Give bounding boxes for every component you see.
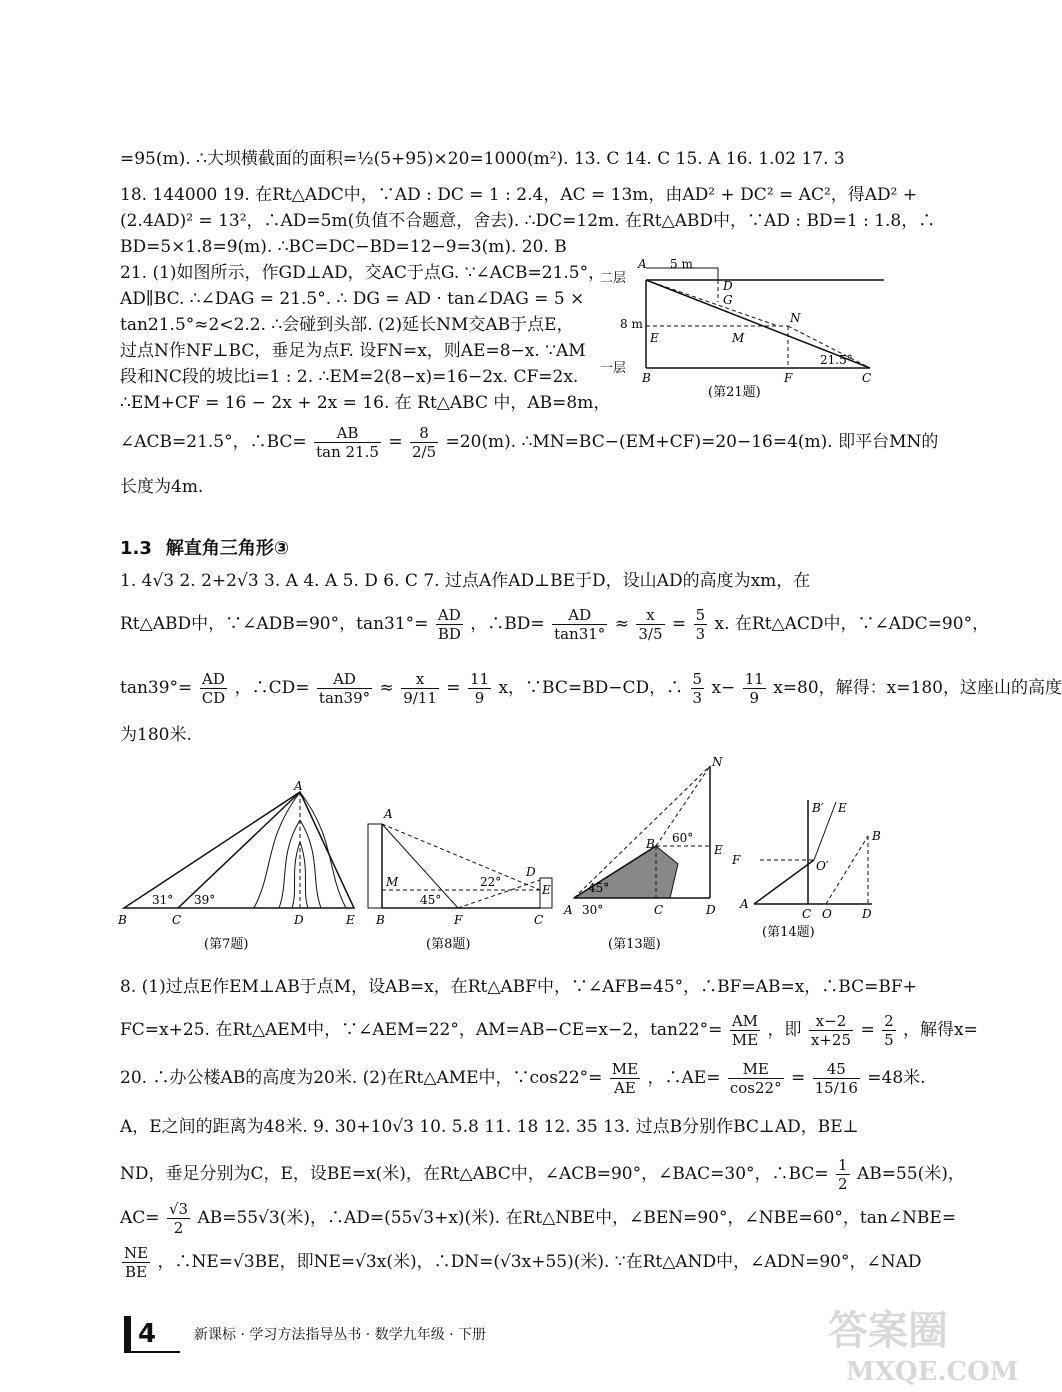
text: ∠ACB=21.5°，∴BC= (120, 432, 307, 452)
text-line-with-fraction: 20. ∴办公楼AB的高度为20米. (2)在Rt△AME中，∵cos22°= $\frac{ME}{AE}$ ，∴AE= $\frac{ME}{\cos 22^\circ}$ = $\frac{45}{15/16}$ =48米. (120, 1060, 926, 1097)
text-line-with-fraction: tan39°= $\frac{AD}{CD}$ ，∴CD= $\frac{AD}{\tan 39^\circ}$ ≈ $\frac{x}{9/11}$ = $\frac{11}{9}$ x，∵BC=BD−CD，∴ $\frac{5}{3}$ x− $\frac{11}{9}$ x=80，解得：x=180，这座山的高度 (120, 670, 1062, 707)
svg-text:A: A (294, 779, 303, 793)
svg-text:D: D (706, 903, 716, 917)
svg-text:C: C (534, 913, 544, 927)
fraction: $\frac{8}{2/5}$ (411, 424, 437, 461)
footer-rule (124, 1351, 180, 1353)
svg-text:A: A (564, 903, 573, 917)
svg-text:39°: 39° (194, 893, 216, 907)
text-line-with-fraction: Rt△ABD中，∵∠ADB=90°，tan31°= $\frac{AD}{BD}$ ，∴BD= $\frac{AD}{\tan 31^\circ}$ ≈ $\frac{x}{3/5}$ = $\frac{5}{3}$ x. 在Rt△ACD中，∵∠ADC=90°， (120, 606, 990, 643)
text-line: 8. (1)过点E作EM⊥AB于点M，设AB=x，在Rt△ABF中，∵∠AFB=45°，∴BF=AB=x，∴BC=BF+ (120, 977, 917, 997)
svg-text:B: B (118, 913, 127, 927)
text-line: =95(m). ∴大坝横截面的面积=½(5+95)×20=1000(m²). 13. C 14. C 15. A 16. 1.02 17. 3 (120, 149, 845, 169)
label-M: M (732, 331, 745, 345)
text-line: (2.4AD)² = 13²，∴AD=5m(负值不合题意，舍去). ∴DC=12m. 在Rt△ABD中，∵AD : BD=1 : 1.8，∴ (120, 211, 936, 231)
svg-text:C: C (802, 907, 812, 921)
svg-text:D: D (526, 865, 536, 879)
svg-text:B: B (376, 913, 385, 927)
svg-text:(第8题): (第8题) (426, 937, 471, 952)
svg-text:(第14题): (第14题) (762, 925, 815, 940)
text-line: 21. (1)如图所示，作GD⊥AD，交AC于点G. ∵∠ACB=21.5°， (120, 263, 606, 283)
label-E: E (650, 331, 659, 345)
svg-text:30°: 30° (582, 903, 604, 917)
svg-text:A: A (740, 897, 749, 911)
label-height: 8 m (620, 317, 643, 331)
svg-text:E: E (346, 913, 355, 927)
svg-text:B: B (872, 829, 881, 843)
label-angle: 21.5° (820, 353, 853, 367)
text-line: tan21.5°≈2<2.2. ∴会碰到头部. (2)延长NM交AB于点E， (120, 315, 574, 335)
svg-text:22°: 22° (480, 875, 502, 889)
svg-text:答案圈: 答案圈 (828, 1307, 948, 1354)
svg-text:(第7题): (第7题) (204, 937, 249, 952)
fraction: $\frac{AB}{\tan 21.5}$ (316, 424, 379, 461)
figure-7 (114, 780, 364, 955)
svg-text:M: M (386, 875, 399, 889)
svg-text:31°: 31° (152, 893, 174, 907)
label-A: A (638, 257, 647, 271)
svg-text:E: E (542, 883, 551, 897)
svg-text:45°: 45° (420, 893, 442, 907)
section-number: 1.3 (120, 538, 152, 559)
svg-text:F: F (454, 913, 463, 927)
text-line-with-fraction: ND，垂足分别为C，E，设BE=x(米)，在Rt△ABC中，∠ACB=90°，∠BAC=30°，∴BC= $\frac{1}{2}$ AB=55(米)， (120, 1156, 965, 1193)
figure-8 (364, 800, 564, 955)
label-floor1: 一层 (600, 361, 627, 376)
figure-14 (730, 796, 890, 946)
svg-text:(第13题): (第13题) (608, 937, 661, 952)
svg-text:O′: O′ (816, 859, 829, 873)
footer-bar (124, 1316, 131, 1352)
svg-text:D: D (862, 907, 872, 921)
label-N: N (790, 311, 801, 325)
text-line-with-fraction: AC= $\frac{√3}{2}$ AB=55√3(米)，∴AD=(55√3+x)(米). 在Rt△NBE中，∠BEN=90°，∠NBE=60°，tan∠NBE= (120, 1200, 957, 1237)
text-line: ∴EM+CF = 16 − 2x + 2x = 16. 在 Rt△ABC 中，AB=8m， (120, 393, 611, 413)
text-line: 为180米. (120, 725, 192, 745)
svg-text:60°: 60° (672, 831, 694, 845)
section-heading (120, 534, 303, 560)
svg-text:D: D (294, 913, 304, 927)
svg-text:45°: 45° (588, 881, 610, 895)
label-G: G (723, 293, 733, 307)
svg-text:MXQE.COM: MXQE.COM (846, 1357, 1019, 1387)
page-number: 4 (138, 1319, 157, 1349)
text-line: AD∥BC. ∴∠DAG = 21.5°. ∴ DG = AD · tan∠DAG = 5 × (120, 289, 585, 309)
svg-text:N: N (712, 755, 723, 769)
svg-text:A: A (384, 807, 393, 821)
svg-text:C: C (172, 913, 182, 927)
text-line-with-fraction: $\frac{NE}{BE}$ ，∴NE=√3BE，即NE=√3x(米)，∴DN=(√3x+55)(米). ∵在Rt△AND中，∠ADN=90°，∠NAD (124, 1244, 922, 1281)
svg-text:E: E (714, 843, 723, 857)
label-C: C (862, 371, 872, 385)
text-line-with-fraction: FC=x+25. 在Rt△AEM中，∵∠AEM=22°，AM=AB−CE=x−2，tan22°= $\frac{AM}{ME}$ ，即 $\frac{x-2}{x+25}$ = $\frac{2}{5}$ ，解得x= (120, 1012, 978, 1049)
text-line: 过点N作NF⊥BC，垂足为点F. 设FN=x，则AE=8−x. ∵AM (120, 341, 586, 361)
svg-text:O: O (822, 907, 832, 921)
text-line: 段和NC段的坡比i=1 : 2. ∴EM=2(8−x)=16−2x. CF=2x. (120, 367, 579, 387)
label-D: D (723, 279, 733, 293)
watermark-logo (818, 1290, 1019, 1390)
label-B: B (642, 371, 651, 385)
figure-21 (598, 254, 888, 404)
footer-series-title: 新课标 · 学习方法指导丛书 · 数学九年级 · 下册 (194, 1327, 487, 1343)
text-line-with-fraction: ∠ACB=21.5°，∴BC= $\frac{AB}{\tan 21.5}$ = $\frac{8}{2/5}$ =20(m). ∴MN=BC−(EM+CF)=20−16=4(m). 即平台MN的 (120, 424, 939, 461)
svg-text:C: C (654, 903, 664, 917)
text-line: 1. 4√3 2. 2+2√3 3. A 4. A 5. D 6. C 7. 过点A作AD⊥BE于D，设山AD的高度为xm，在 (120, 571, 811, 591)
svg-text:B′: B′ (812, 801, 824, 815)
figure-caption: (第21题) (708, 385, 761, 400)
label-F: F (784, 371, 793, 385)
text-line: 18. 144000 19. 在Rt△ADC中，∵AD : DC = 1 : 2.4，AC = 13m，由AD² + DC² = AC²，得AD² + (120, 185, 918, 205)
svg-text:F: F (732, 853, 741, 867)
figure-13 (560, 756, 740, 956)
text: =20(m). ∴MN=BC−(EM+CF)=20−16=4(m). 即平台MN的 (445, 432, 939, 452)
svg-text:B: B (646, 837, 655, 851)
section-title: 解直角三角形③ (165, 538, 290, 559)
text-line: BD=5×1.8=9(m). ∴BC=DC−BD=12−9=3(m). 20. B (120, 237, 567, 257)
svg-text:E: E (838, 801, 847, 815)
label-width: 5 m (670, 257, 693, 271)
text-line: 长度为4m. (120, 477, 204, 497)
label-floor2: 二层 (600, 271, 627, 286)
text-line: A，E之间的距离为48米. 9. 30+10√3 10. 5.8 11. 18 12. 35 13. 过点B分别作BC⊥AD，BE⊥ (120, 1117, 859, 1137)
